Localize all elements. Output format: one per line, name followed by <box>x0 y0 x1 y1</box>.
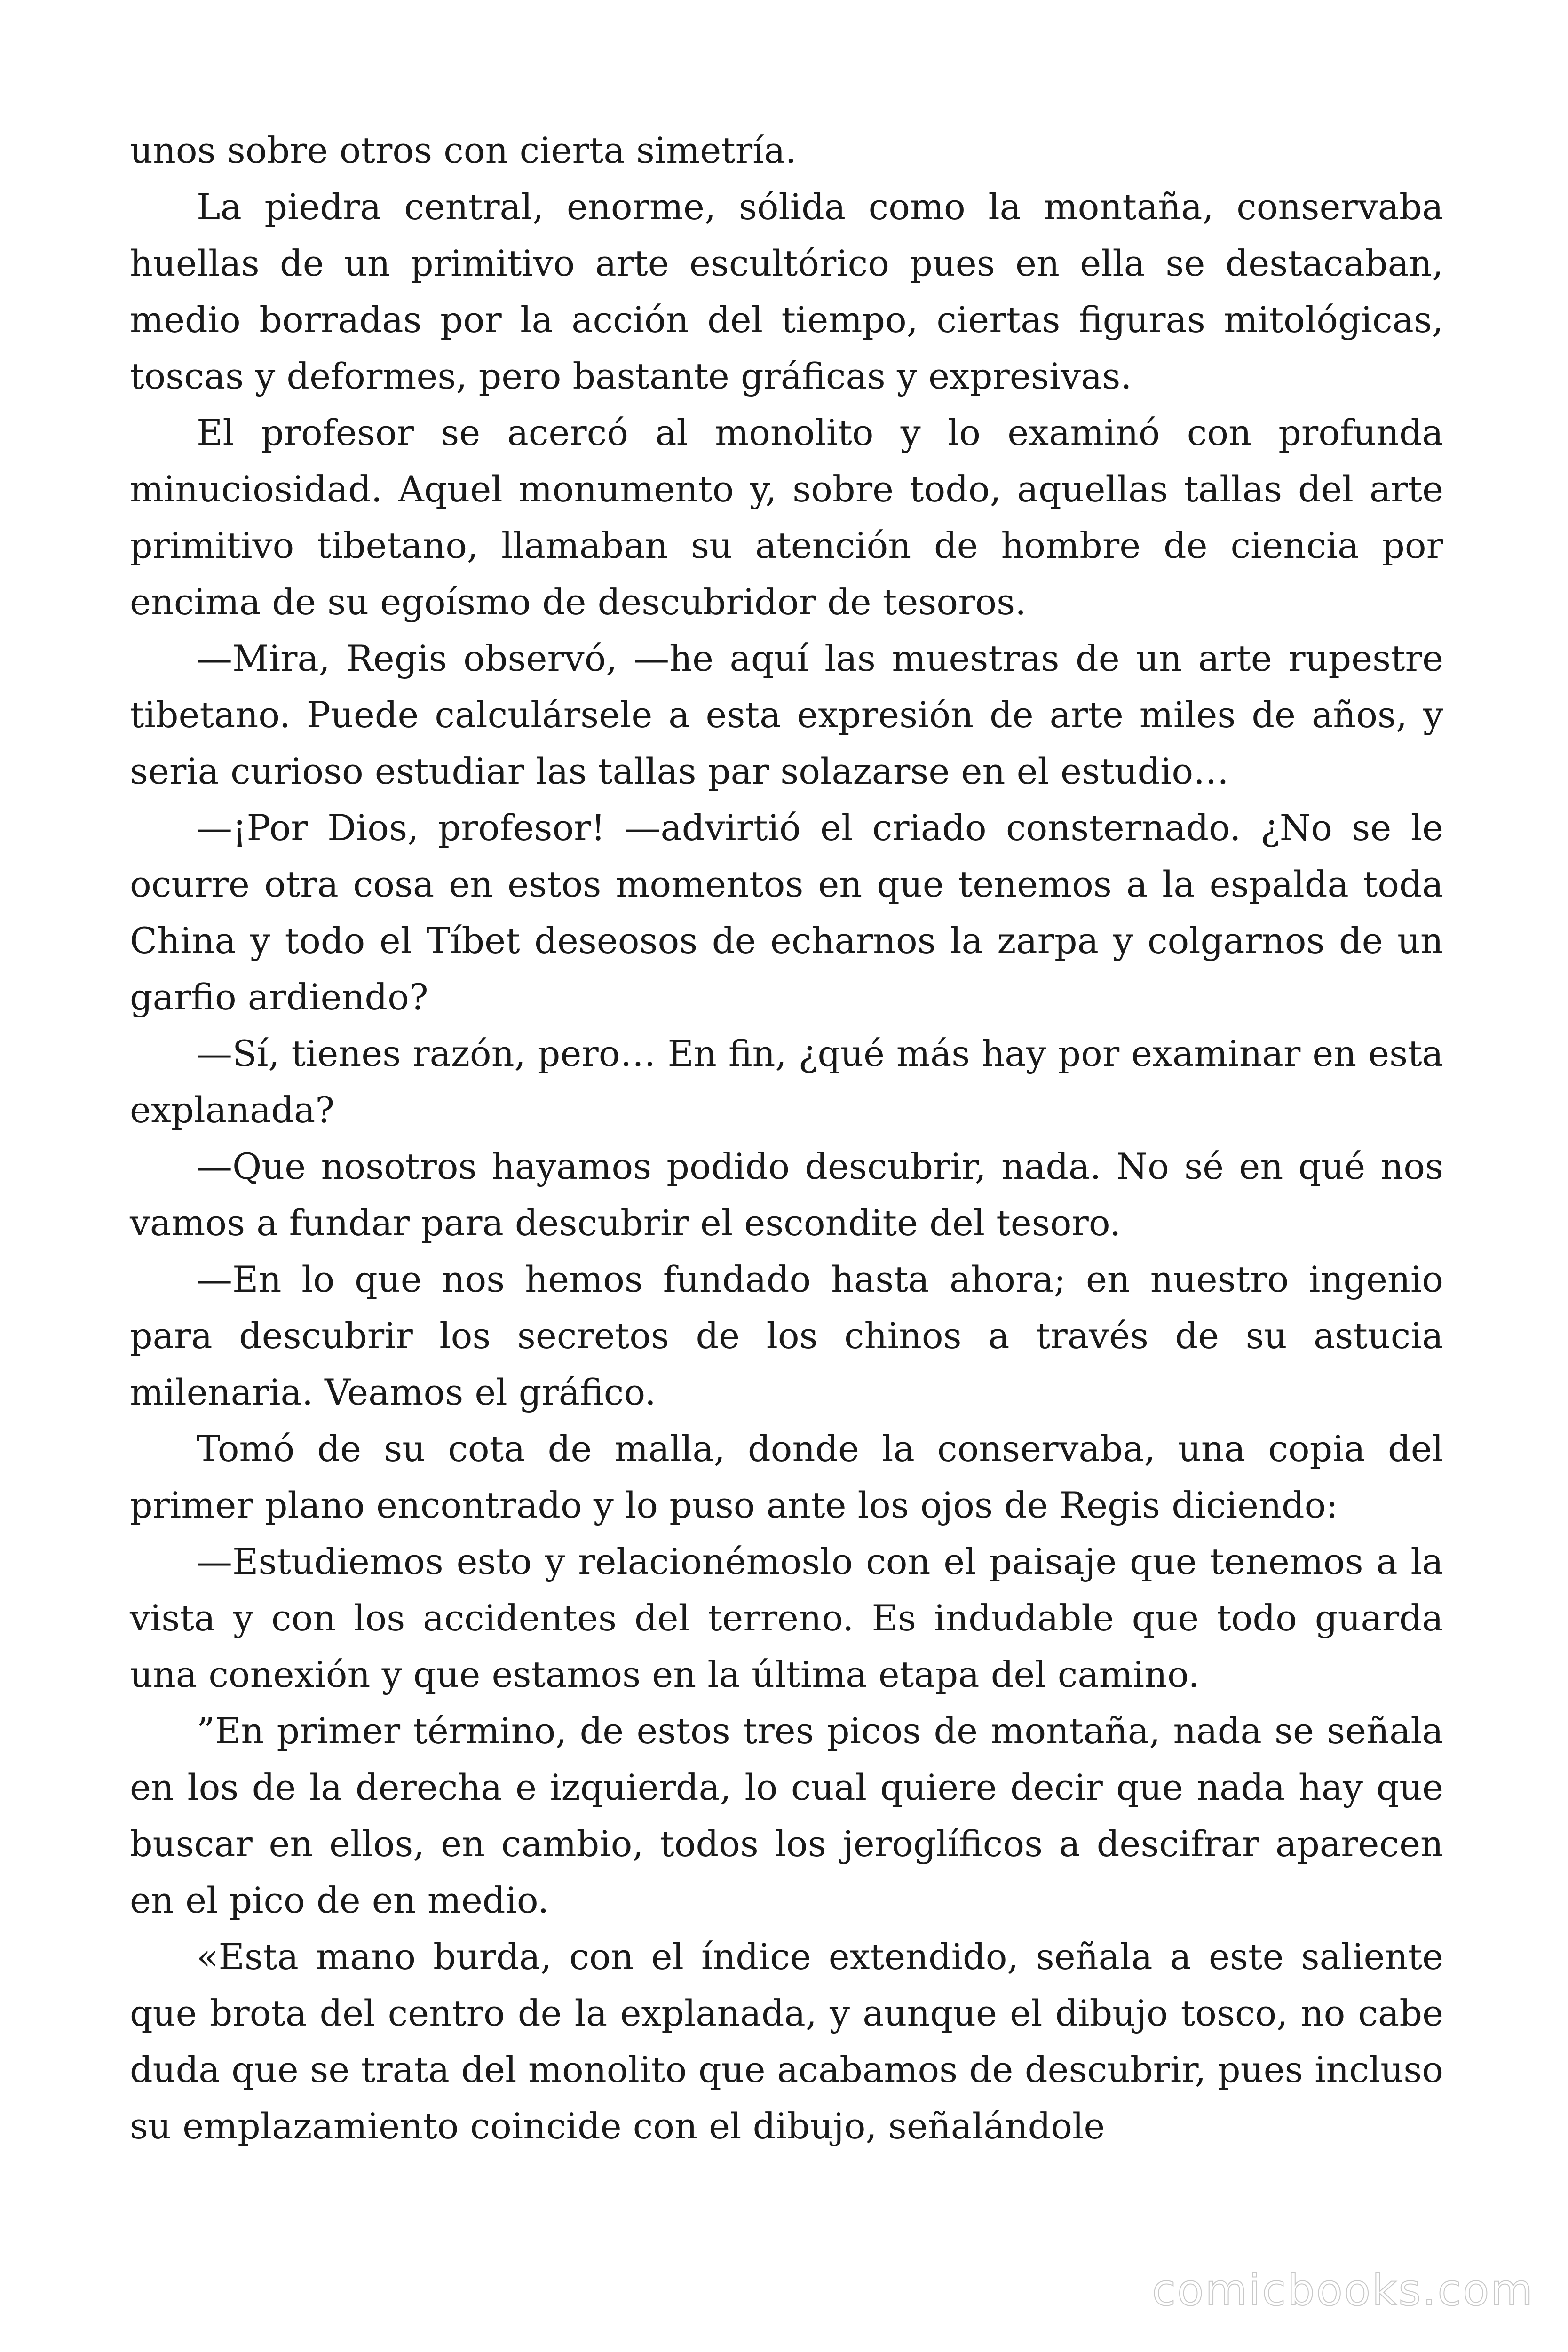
paragraph-continuation: unos sobre otros con cierta simetría. <box>130 129 797 171</box>
paragraph: —Que nosotros hayamos podido descubrir, nada. No sé en qué nos vamos a fundar para descubrir el escondite del tesoro. <box>130 1145 1443 1244</box>
paragraph: «Esta mano burda, con el índice extendido, señala a este saliente que brota del centro de la explanada, y aunque el dibujo tosco, no cabe duda que se trata del monolito que acabamos de descubrir, pues incluso su emplazamiento coincide con el dibujo, señalándole <box>130 1936 1443 2147</box>
paragraph: El profesor se acercó al monolito y lo examinó con profunda minuciosidad. Aquel monumento y, sobre todo, aquellas tallas del arte primitivo tibetano, llamaban su atención de hombre de ciencia por encima de su egoísmo de descubridor de tesoros. <box>130 412 1443 623</box>
paragraph: —Sí, tienes razón, pero… En fin, ¿qué más hay por examinar en esta explanada? <box>130 1033 1443 1131</box>
paragraph: ”En primer término, de estos tres picos de montaña, nada se señala en los de la derecha e izquierda, lo cual quiere decir que nada hay que buscar en ellos, en cambio, todos los jeroglíficos a descifrar aparecen en el pico de en medio. <box>130 1710 1443 1921</box>
paragraph: —En lo que nos hemos fundado hasta ahora; en nuestro ingenio para descubrir los secretos de los chinos a través de su astucia milenaria. Veamos el gráfico. <box>130 1258 1443 1413</box>
paragraph: Tomó de su cota de malla, donde la conservaba, una copia del primer plano encontrado y lo puso ante los ojos de Regis diciendo: <box>130 1428 1443 1526</box>
paragraph: —Mira, Regis observó, —he aquí las muestras de un arte rupestre tibetano. Puede calculársele a esta expresión de arte miles de años, y seria curioso estudiar las tallas par solazarse en el estudio… <box>130 637 1443 792</box>
paragraph: —Estudiemos esto y relacionémoslo con el paisaje que tenemos a la vista y con los accidentes del terreno. Es indudable que todo guarda una conexión y que estamos en la última etapa del camino. <box>130 1541 1443 1695</box>
paragraph: La piedra central, enorme, sólida como la montaña, conservaba huellas de un primitivo arte escultórico pues en ella se destacaban, medio borradas por la acción del tiempo, ciertas figuras mitológicas, toscas y deformes, pero bastante gráficas y expresivas. <box>130 186 1443 397</box>
page-body <box>130 122 1443 2225</box>
watermark: comicbooks.com <box>1152 2265 1534 2315</box>
paragraph: —¡Por Dios, profesor! —advirtió el criado consternado. ¿No se le ocurre otra cosa en estos momentos en que tenemos a la espalda toda China y todo el Tíbet deseosos de echarnos la zarpa y colgarnos de un garfio ardiendo? <box>130 807 1443 1018</box>
